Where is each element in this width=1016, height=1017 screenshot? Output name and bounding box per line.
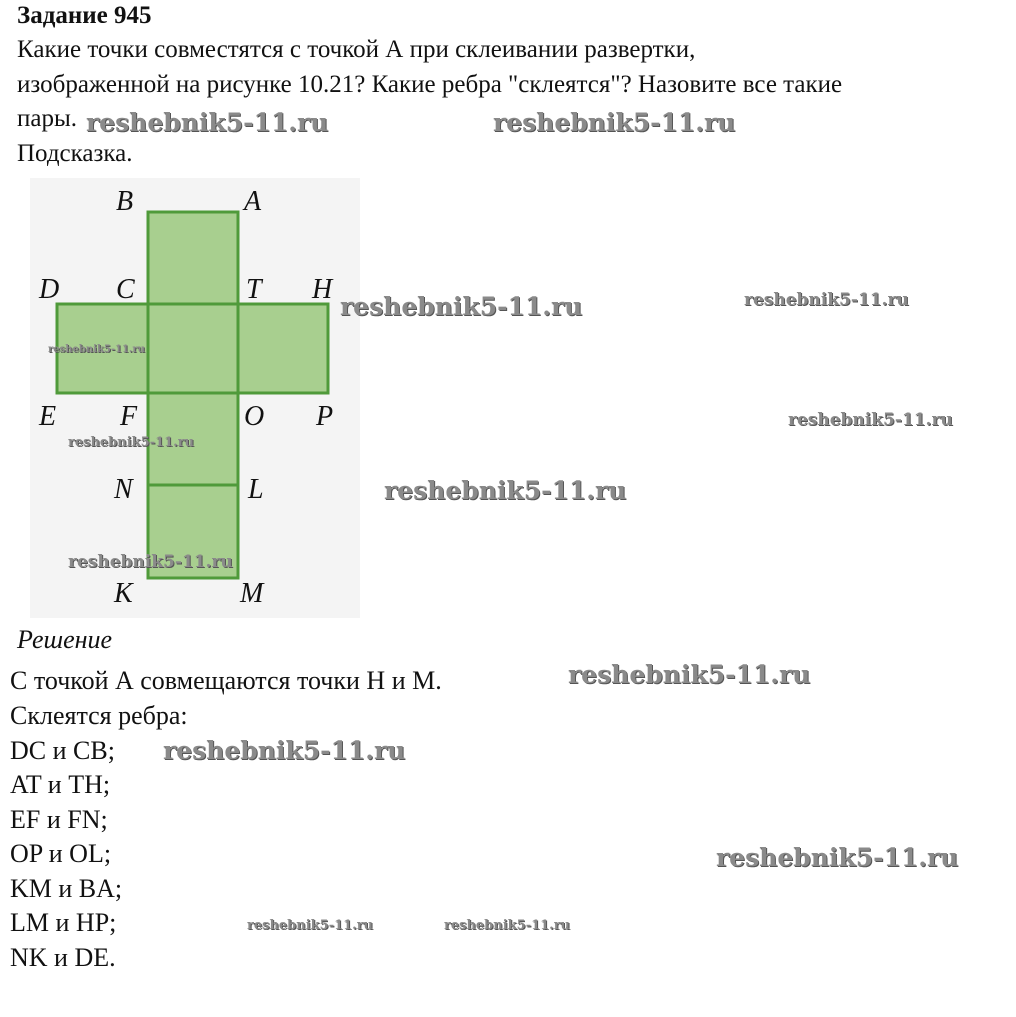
edge-pair: NK и DE. (10, 943, 116, 972)
face-right (238, 304, 328, 393)
watermark: reshebnik5-11.ru (744, 290, 909, 310)
face-center (148, 304, 238, 393)
face-top (148, 212, 238, 304)
edge-pair: DC и CB; (10, 736, 115, 765)
watermark: reshebnik5-11.ru (68, 552, 233, 572)
label-E: E (39, 401, 57, 432)
question-line-3: пары. (17, 105, 78, 132)
label-T: T (246, 274, 262, 305)
label-N: N (114, 474, 133, 505)
watermark: reshebnik5-11.ru (68, 435, 195, 450)
hint-link[interactable]: Подсказка. (17, 140, 133, 167)
edge-pair: EF и FN; (10, 805, 108, 834)
watermark: reshebnik5-11.ru (163, 736, 406, 765)
edge-pair: OP и OL; (10, 839, 112, 868)
watermark: reshebnik5-11.ru (247, 918, 374, 933)
watermark: reshebnik5-11.ru (788, 410, 953, 430)
watermark: reshebnik5-11.ru (48, 344, 145, 355)
edge-pair: LM и HP; (10, 908, 117, 937)
label-L: L (248, 474, 264, 505)
label-K: K (114, 578, 133, 609)
label-M: M (240, 578, 264, 609)
watermark: reshebnik5-11.ru (493, 108, 736, 137)
question-line-1: Какие точки совместятся с точкой А при склеивании развертки, (17, 36, 696, 63)
watermark: reshebnik5-11.ru (384, 476, 627, 505)
watermark: reshebnik5-11.ru (444, 918, 571, 933)
label-B: B (116, 186, 134, 217)
solution-edges-intro: Склеятся ребра: (10, 701, 188, 730)
solution-heading: Решение (17, 625, 113, 654)
task-title: Задание 945 (17, 2, 152, 29)
label-H: H (312, 274, 333, 305)
label-O: O (244, 401, 265, 432)
label-A: A (244, 186, 262, 217)
label-F: F (120, 401, 138, 432)
edge-pair: AT и TH; (10, 770, 111, 799)
edge-pair: KM и BA; (10, 874, 123, 903)
watermark: reshebnik5-11.ru (716, 843, 959, 872)
watermark: reshebnik5-11.ru (568, 660, 811, 689)
label-P: P (316, 401, 334, 432)
solution-answer: С точкой А совмещаются точки Н и М. (10, 666, 442, 695)
watermark: reshebnik5-11.ru (86, 108, 329, 137)
label-D: D (39, 274, 60, 305)
question-line-2: изображенной на рисунке 10.21? Какие ребра "склеятся"? Назовите все такие (17, 71, 843, 98)
label-C: C (116, 274, 135, 305)
watermark: reshebnik5-11.ru (340, 292, 583, 321)
